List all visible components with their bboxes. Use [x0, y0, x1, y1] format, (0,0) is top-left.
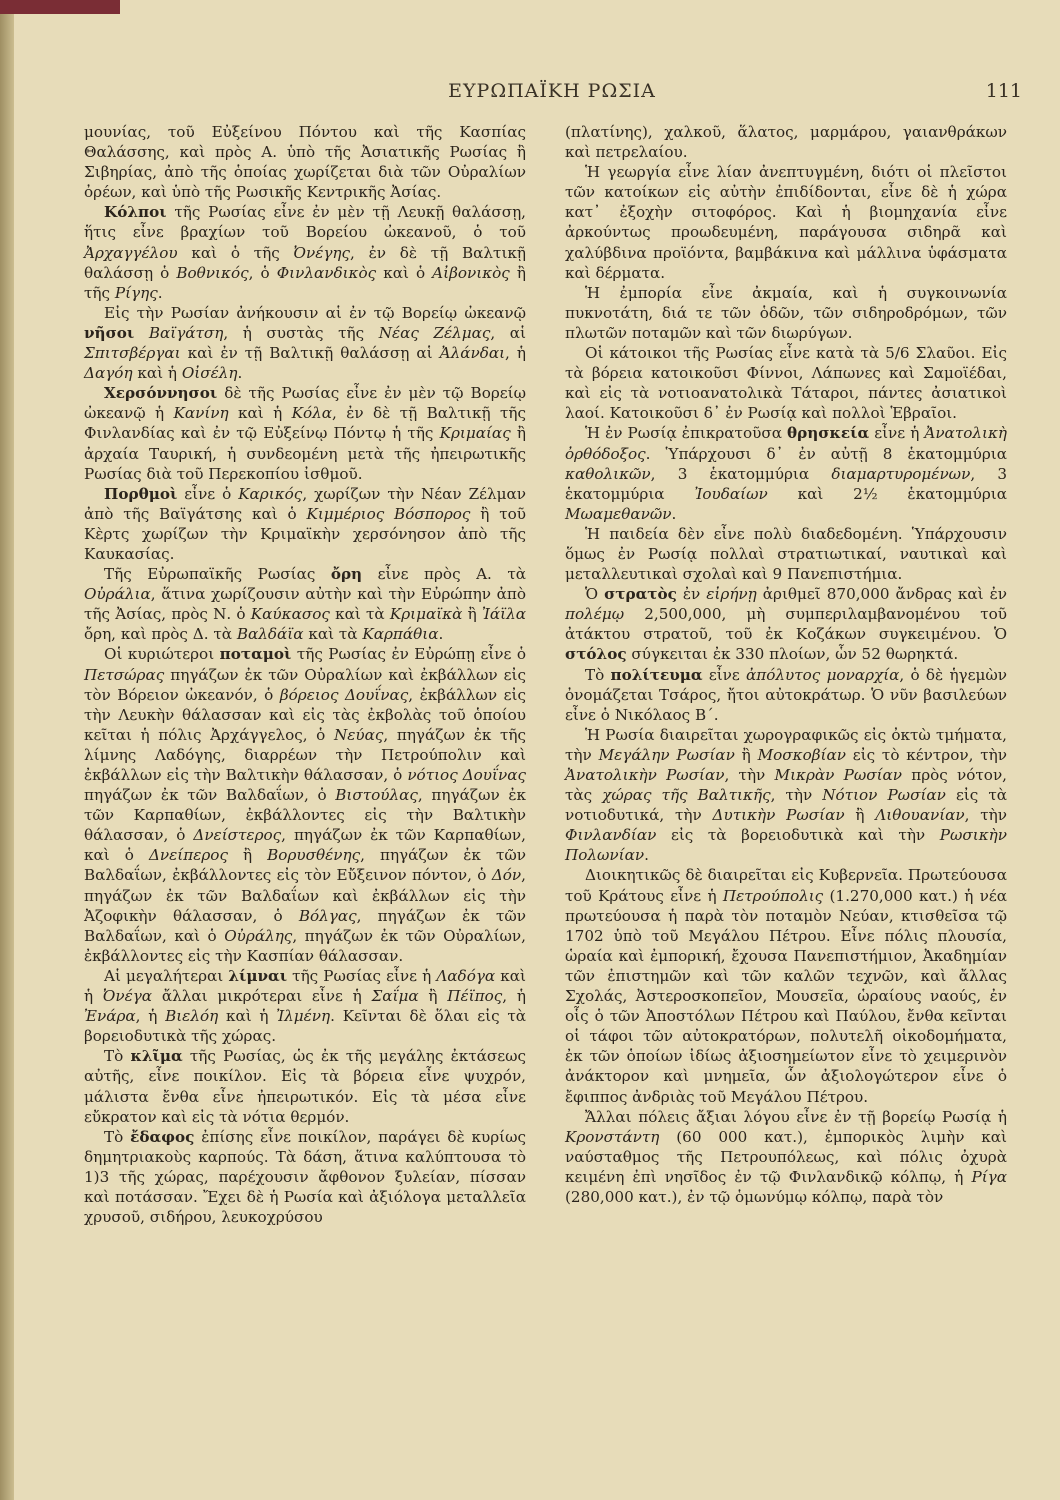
text-run: Εἰς τὴν Ρωσίαν ἀνήκουσιν αἱ ἐν τῷ Βορείῳ ὠκεανῷ — [104, 303, 526, 322]
text-run: , πηγάζων ἐκ τῶν Βαλδαΐων καὶ ἐκβάλλων εἰς τὴν Ἀζοφικὴν θάλασσαν, ὁ — [84, 866, 526, 925]
italic-name: Μικρὰν Ρωσίαν — [774, 766, 903, 784]
italic-name: Οἰσέλη — [181, 364, 238, 383]
text-run: Ἡ ἐμπορία εἶνε ἀκμαία, καὶ ἡ συγκοινωνία πυκνοτάτη, διά τε τῶν ὁδῶν, τῶν σιδηροδρόμων, τῶν πλωτῶν ποταμῶν καὶ τῶν διωρύγων. — [565, 283, 1007, 342]
paragraph — [565, 725, 1007, 866]
italic-name: Νότιον Ρωσίαν — [822, 786, 946, 805]
text-run: , ἡ — [502, 987, 526, 1006]
text-run — [134, 324, 149, 342]
text-run: πρὸς νότον, τὰς — [565, 766, 1008, 805]
text-run: τῆς Ρωσίας ἐν Εὐρώπῃ εἶνε ὁ — [291, 645, 526, 664]
italic-name: Καρικός — [238, 484, 303, 503]
italic-name: Μεγάλην Ρωσίαν — [598, 745, 735, 764]
page-number: 111 — [985, 80, 1022, 102]
text-run: ἢ — [227, 846, 268, 865]
bold-term: ὄρη — [330, 565, 363, 584]
italic-name: Αἰβονικὸς — [432, 263, 510, 282]
text-run: καὶ ὁ τῆς — [177, 243, 294, 262]
text-run: . — [644, 846, 649, 865]
italic-name: Πέϊπος — [447, 987, 503, 1006]
italic-name: Πετσώρας — [84, 665, 165, 684]
text-run: ἢ ἀρχαία Ταυρική, ἡ συνδεομένη μετὰ τῆς ἠπειρωτικῆς Ρωσίας διὰ τοῦ Περεκοπίου ἰσθμοῦ. — [84, 424, 526, 483]
text-run: ἢ — [844, 806, 876, 825]
italic-name: Κριμαϊκὰ — [389, 605, 463, 624]
right-column — [565, 122, 1007, 1207]
text-run: μουνίας, τοῦ Εὐξείνου Πόντου καὶ τῆς Κασπίας Θαλάσσης, καὶ πρὸς Α. ὑπὸ τῆς Ἀσιατικῆς Ρωσίας ἢ Σιβηρίας, ἀπὸ τῆς ὁποίας χωρίζεται διὰ τῶν Οὐραλίων ὀρέων, καὶ ὑπὸ τῆς Ρωσικῆς Κεντρικῆς Ἀσίας. — [84, 123, 526, 202]
text-run: , τὴν — [770, 786, 823, 805]
text-run: πηγάζων ἐκ τῶν Οὐραλίων καὶ ἐκβάλλων εἰς τὸν Βόρειον ὠκεανόν, ὁ — [84, 665, 526, 704]
paragraph — [565, 122, 1007, 162]
text-run: , ἅτινα χωρίζουσιν αὐτὴν καὶ τὴν Εὐρώπην ἀπὸ τῆς Ἀσίας, πρὸς Ν. ὁ — [84, 585, 526, 624]
paragraph — [84, 303, 526, 383]
text-run: εἰς τὰ νοτιοδυτικά, τὴν — [565, 786, 1007, 825]
italic-name: εἰρήνῃ — [706, 585, 757, 604]
text-run: , ὁ — [248, 263, 277, 282]
bold-term: Χερσόννησοι — [104, 384, 218, 403]
text-run: , αἱ — [490, 323, 526, 342]
text-run: Οἱ κυριώτεροι — [104, 645, 220, 664]
text-run: , πηγάζων ἐκ τῶν Βαλδαΐων, καὶ ὁ — [84, 906, 527, 945]
binding-strip — [0, 0, 120, 14]
italic-name: Οὐράλια — [84, 585, 151, 604]
text-run: δὲ τῆς Ρωσίας εἶνε ἐν μὲν τῷ Βορείῳ ὠκεανῷ ἡ — [84, 384, 526, 423]
italic-name: Σαΐμα — [371, 987, 419, 1006]
text-run: εἰς τὸ κέντρον, τὴν — [845, 745, 1007, 764]
paragraph — [565, 162, 1007, 283]
text-run: Ἡ γεωργία εἶνε λίαν ἀνεπτυγμένη, διότι οἱ πλεῖστοι τῶν κατοίκων εἰς αὐτὴν ἐπιδίδονται, εἶνε δὲ ἡ χώρα κατ᾽ ἐξοχὴν σιτοφόρος. Καὶ ἡ βιομηχανία εἶνε ἀρκούντως προωδευμένη, παράγουσα σιδηρᾶ καὶ χαλύβδινα προϊόντα, βαμβάκινα καὶ μάλλινα ὑφάσματα καὶ δέρματα. — [565, 163, 1007, 282]
text-run: , τὴν — [964, 806, 1007, 825]
italic-name: Κανίνη — [173, 404, 229, 423]
italic-name: Φινλανδίαν — [565, 826, 657, 845]
text-run: τῆς Ρωσίας, ὡς ἐκ τῆς μεγάλης ἐκτάσεως αὐτῆς, εἶνε ποικίλον. Εἰς τὰ βόρεια εἶνε ψυχρόν, μάλιστα ἔνθα εἶνε ἠπειρωτικόν. Εἰς τὰ μέσα εἶνε εὔκρατον καὶ εἰς τὰ νότια θερμόν. — [84, 1047, 526, 1126]
italic-name: Φινλανδικὸς — [276, 263, 377, 282]
paragraph — [84, 383, 526, 483]
text-run: ἢ τῆς — [84, 263, 526, 302]
italic-name: Πετρούπολις — [722, 886, 824, 905]
text-run: (280,000 κατ.), ἐν τῷ ὁμωνύμῳ κόλπῳ, παρὰ τὸν — [565, 1187, 944, 1206]
text-run: Αἱ μεγαλήτεραι — [104, 966, 229, 985]
text-run: Ἡ παιδεία δὲν εἶνε πολὺ διαδεδομένη. Ὑπάρχουσιν ὅμως ἐν Ρωσίᾳ πολλαὶ στρατιωτικαί, ναυτικαὶ καὶ μεταλλευτικαὶ σχολαὶ καὶ 9 Πανεπιστήμια. — [565, 524, 1007, 584]
italic-name: Ὀνέγα — [102, 987, 153, 1006]
italic-name: Μοσκοβίαν — [757, 745, 846, 764]
italic-name: Ἰάϊλα — [481, 605, 526, 624]
text-run: ἢ τοῦ Κὲρτς χωρίζων τὴν Κριμαϊκὴν χερσόνησον ἀπὸ τῆς Καυκασίας. — [84, 504, 526, 563]
italic-name: Δόν — [491, 866, 522, 885]
text-run: , πηγάζων ἐκ τῶν Καρπαθίων, ἐκβάλλοντες εἰς τὴν Βαλτικὴν θάλασσαν, ὁ — [84, 786, 526, 845]
text-run: καὶ ἐν τῇ Βαλτικῇ θαλάσσῃ αἱ — [180, 344, 440, 363]
bold-term: στόλος — [565, 645, 627, 664]
text-run: , πηγάζων ἐκ τῶν Καρπαθίων, καὶ ὁ — [84, 826, 526, 865]
text-run: σύγκειται ἐκ 330 πλοίων, ὧν 52 θωρηκτά. — [626, 645, 959, 664]
italic-name: Βαλδάϊα — [236, 625, 304, 644]
text-run: καὶ 2½ ἑκατομμύρια — [767, 484, 1007, 503]
italic-name: Ἰλμένη — [276, 1007, 331, 1026]
text-run: , ἐν δὲ τῇ Βαλτικῇ τῆς Φινλανδίας καὶ ἐν τῷ Εὐξείνῳ Πόντῳ ἡ τῆς — [84, 404, 526, 443]
text-run: καὶ ἡ — [218, 1007, 277, 1026]
text-run: τῆς Ρωσίας εἶνε ἐν μὲν τῇ Λευκῇ θαλάσσῃ, ἥτις εἶνε βραχίων τοῦ Βορείου ὠκεανοῦ, ὁ τοῦ — [84, 203, 526, 242]
text-run: ἐπίσης εἶνε ποικίλον, παράγει δὲ κυρίως δημητριακοὺς καρπούς. Τὰ δάση, ἅτινα καλύπτουσα τὸ 1)3 τῆς χώρας, παρέχουσιν ἄφθονον ξυλείαν, πίσσαν καὶ ποτάσσαν. Ἔχει δὲ ἡ Ρωσία καὶ ἀξιόλογα μεταλλεῖα χρυσοῦ, σιδήρου, λευκοχρύσου — [84, 1127, 527, 1227]
text-run: , ἡ συστὰς τῆς — [223, 323, 379, 342]
text-run: Ἄλλαι πόλεις ἄξιαι λόγου εἶνε ἐν τῇ βορείῳ Ρωσίᾳ ἡ — [585, 1107, 1007, 1126]
paragraph — [84, 122, 526, 202]
text-run: εἶνε ἡ — [869, 424, 925, 443]
text-run: ἢ — [418, 987, 448, 1006]
text-run: εἰς τὰ βορειοδυτικὰ καὶ τὴν — [656, 826, 940, 845]
text-run: . Κεῖνται δὲ ὅλαι εἰς τὰ βορειοδυτικὰ τῆς χώρας. — [84, 1007, 526, 1046]
italic-name: Βοθνικός — [176, 263, 249, 282]
bold-term: νῆσοι — [84, 323, 135, 342]
text-run: , ὁ δὲ ἡγεμὼν ὀνομάζεται Τσάρος, ἤτοι αὐτοκράτωρ. Ὁ νῦν βασιλεύων εἶνε ὁ Νικόλαος Β΄. — [565, 665, 1007, 724]
italic-name: βόρειος Δουΐνας — [279, 685, 409, 704]
text-run: καὶ ἡ — [228, 404, 292, 423]
italic-name: καθολικῶν — [565, 464, 651, 483]
text-run: ἄλλαι μικρότεραι εἶνε ἡ — [152, 987, 372, 1006]
paragraph — [84, 966, 526, 1046]
text-run: , πηγάζων ἐκ τῶν Οὐραλίων, ἐκβάλλοντες εἰς τὴν Κασπίαν θάλασσαν. — [84, 926, 526, 965]
paragraph — [84, 202, 526, 302]
italic-name: Μωαμεθανῶν — [565, 504, 672, 523]
text-run: Οἱ κάτοικοι τῆς Ρωσίας εἶνε κατὰ τὰ 5/6 Σλαῦοι. Εἰς τὰ βόρεια κατοικοῦσι Φίννοι, Λάπωνες καὶ Σαμοϊέδαι, καὶ εἰς τὰ νοτιοανατολικὰ Τάταροι, πάντες ἀσιατικοὶ λαοί. Κατοικοῦσι δ᾽ ἐν Ρωσίᾳ καὶ πολλοὶ Ἑβραῖοι. — [565, 344, 1007, 423]
italic-name: Ρίγης — [114, 283, 158, 302]
text-run: Τὸ — [104, 1047, 131, 1066]
text-run: 2,500,000, μὴ συμπεριλαμβανομένου τοῦ ἀτάκτου στρατοῦ, τοῦ ἐκ Κοζάκων συγκειμένου. Ὁ — [565, 605, 1007, 644]
paragraph — [565, 343, 1007, 423]
text-run: καὶ ἡ — [132, 364, 182, 383]
italic-name: Λαδόγα — [436, 966, 496, 985]
italic-name: Ἀλάνδαι — [439, 344, 506, 363]
text-run: ἢ — [462, 605, 482, 624]
text-run: πηγάζων ἐκ τῶν Βαλδαΐων, ὁ — [84, 786, 336, 805]
italic-name: διαμαρτυρομένων — [831, 464, 971, 483]
italic-name: Δνείστερος — [193, 826, 282, 845]
italic-name: Ρωσικὴν Πολωνίαν — [565, 826, 1007, 865]
italic-name: Καρπάθια — [362, 625, 439, 644]
text-run: ἀριθμεῖ 870,000 ἄνδρας καὶ ἐν — [756, 585, 1007, 604]
text-run: καὶ τὰ — [329, 605, 390, 624]
text-run: , πηγάζων ἐκ τῆς λίμνης Λαδόγης, διαρρέων τὴν Πετρούπολιν καὶ ἐκβάλλων εἰς τὴν Βαλτικὴν θάλασσαν, ὁ — [84, 725, 526, 784]
italic-name: πολέμῳ — [565, 605, 625, 624]
text-run: Ἡ Ρωσία διαιρεῖται χωρογραφικῶς εἰς ὀκτὼ τμήματα, τὴν — [565, 725, 1007, 764]
text-run: εἶνε ὁ — [177, 484, 239, 503]
italic-name: ἀπόλυτος μοναρχία — [746, 665, 900, 684]
text-run: καὶ ὁ — [376, 263, 433, 282]
text-run: , χωρίζων τὴν Νέαν Ζέλμαν ἀπὸ τῆς Βαϊγάτσης καὶ ὁ — [84, 484, 526, 523]
italic-name: Δαγόη — [84, 364, 133, 383]
paragraph — [565, 423, 1007, 523]
italic-name: Ἰουδαίων — [694, 484, 768, 503]
running-title: ΕΥΡΩΠΑΪΚΗ ΡΩΣΙΑ — [448, 80, 656, 102]
text-run: εἶνε — [702, 665, 747, 684]
paragraph — [565, 283, 1007, 343]
italic-name: Βόλγας — [298, 906, 357, 925]
paragraph — [565, 865, 1007, 1106]
paragraph — [84, 1127, 526, 1227]
paragraph — [565, 1107, 1007, 1207]
text-run: . Ὑπάρχουσι δ᾽ ἐν αὐτῇ 8 ἑκατομμύρια — [645, 444, 1007, 463]
text-run: . — [237, 364, 243, 383]
text-run: (1.270,000 κατ.) ἡ νέα πρωτεύουσα ἡ παρὰ τὸν ποταμὸν Νεύαν, κτισθεῖσα τῷ 1702 ὑπὸ τοῦ Μεγάλου Πέτρου. Εἶνε πόλις πλουσία, ὡραία καὶ ἐμπορική, ἔχουσα Πανεπιστήμιον, Ἀκαδημίαν τῶν ἐπιστημῶν καὶ τῶν καλῶν τεχνῶν, καὶ ἄλλας Σχολάς, Ἀστεροσκοπεῖον, Μουσεῖα, ὡραίους ναούς, ἐν οἷς ὁ τῶν Ἀποστόλων Πέτρου καὶ Παύλου, ἔνθα κεῖνται οἱ τάφοι τῶν αὐτοκρατόρων, πολυτελῆ οἰκοδομήματα, ἐκ τῶν ὁποίων ἰδίως ἀξιοσημείωτον εἶνε τὸ χειμερινὸν ἀνάκτορον καὶ μνημεῖα, ὧν ἀξιολογώτερον εἶνε ὁ ἔφιππος ἀνδριὰς τοῦ Μεγάλου Πέτρου. — [565, 886, 1007, 1106]
paragraph — [84, 644, 526, 966]
italic-name: Ἀνατολικὴ ὀρθόδοξος — [565, 424, 1008, 463]
paragraph — [84, 1046, 526, 1126]
text-run: εἶνε πρὸς Α. τὰ — [362, 565, 527, 584]
bold-term: πολίτευμα — [610, 665, 703, 684]
italic-name: Βιστούλας — [335, 786, 418, 805]
bold-term: Κόλποι — [104, 203, 167, 222]
italic-name: Ἀρχαγγέλου — [84, 243, 178, 262]
italic-name: Δνείπερος — [148, 846, 228, 865]
italic-name: Ἐνάρα — [84, 1007, 136, 1026]
text-run: τῆς Ρωσίας εἶνε ἡ — [287, 966, 437, 985]
paragraph — [565, 584, 1007, 664]
italic-name: Κρονστάντη — [565, 1127, 660, 1146]
italic-name: Βιελόη — [165, 1007, 219, 1026]
italic-name: Ὀνέγης — [293, 243, 351, 262]
text-run: καὶ ἡ — [84, 966, 526, 1006]
bold-term: θρησκεία — [787, 424, 870, 443]
text-run: Τὸ — [585, 665, 611, 684]
text-run: (πλατίνης), χαλκοῦ, ἅλατος, μαρμάρου, γαιανθράκων καὶ πετρελαίου. — [565, 123, 1007, 162]
paragraph — [565, 665, 1007, 725]
bold-term: στρατὸς — [604, 585, 677, 604]
italic-name: Δυτικὴν Ρωσίαν — [712, 806, 845, 825]
page-edge-shadow — [0, 0, 14, 1500]
text-run: , 3 ἑκατομμύρια — [650, 464, 832, 483]
text-run: . — [671, 504, 677, 523]
bold-term: Πορθμοὶ — [104, 484, 178, 503]
italic-name: Λιθουανίαν — [875, 806, 965, 825]
italic-name: νότιος Δουΐνας — [407, 766, 526, 784]
page-header — [82, 80, 1022, 110]
paragraph — [84, 484, 526, 564]
italic-name: Κριμαίας — [439, 424, 511, 443]
text-run: , τὴν — [724, 766, 775, 784]
text-run: ἢ — [734, 745, 758, 764]
text-run: ὄρη, καὶ πρὸς Δ. τὰ — [84, 625, 237, 644]
text-run: Ἡ ἐν Ρωσίᾳ ἐπικρατοῦσα — [585, 424, 788, 443]
paragraph — [84, 564, 526, 644]
bold-term: ἔδαφος — [130, 1127, 195, 1146]
italic-name: Κόλα — [291, 404, 333, 423]
text-run: Τὸ — [104, 1127, 131, 1146]
italic-name: Νέας Ζέλμας — [378, 323, 491, 342]
bold-term: κλῖμα — [130, 1047, 183, 1066]
italic-name: Νεύας — [333, 725, 384, 744]
text-run: (60 000 κατ.), ἐμπορικὸς λιμὴν καὶ ναύσταθμος τῆς Πετρουπόλεως, καὶ πόλις ὀχυρὰ κειμένη ἐπὶ νησῖδος ἐν τῷ Φινλανδικῷ κόλπῳ, ἡ — [565, 1127, 1007, 1186]
italic-name: Καύκασος — [250, 605, 330, 624]
text-run: , ἐν δὲ τῇ Βαλτικῇ θαλάσσῃ ὁ — [84, 243, 527, 282]
italic-name: Βορυσθένης — [267, 846, 361, 865]
text-run: Τῆς Εὐρωπαϊκῆς Ρωσίας — [104, 565, 331, 584]
italic-name: Οὐράλης — [224, 926, 293, 945]
text-run: καὶ τὰ — [303, 625, 363, 644]
text-run: , πηγάζων ἐκ τῶν Βαλδαΐων, ἐκβάλλοντες εἰς τὸν Εὔξεινον πόντον, ὁ — [84, 846, 526, 885]
text-run: Διοικητικῶς δὲ διαιρεῖται εἰς Κυβερνεῖα. Πρωτεύουσα τοῦ Κράτους εἶνε ἡ — [565, 866, 1007, 905]
text-run: , ἡ — [505, 344, 526, 363]
text-run: . — [438, 625, 444, 644]
paragraph — [565, 524, 1007, 584]
text-run: , 3 ἑκατομμύρια — [565, 464, 1007, 503]
italic-name: Βαϊγάτση — [148, 323, 224, 342]
text-run: ἐν — [676, 585, 707, 604]
bold-term: ποταμοὶ — [219, 645, 292, 664]
text-run: , ἡ — [135, 1007, 166, 1026]
bold-term: λίμναι — [228, 966, 288, 985]
text-run: , ἐκβάλλων εἰς τὴν Λευκὴν θάλασσαν καὶ εἰς τὰς ἐκβολὰς τοῦ ὁποίου κεῖται ἡ πόλις Ἀρχάγγελος, ὁ — [84, 685, 526, 744]
italic-name: Ρίγα — [971, 1167, 1007, 1186]
left-column — [84, 122, 526, 1227]
italic-name: χώρας τῆς Βαλτικῆς — [602, 786, 771, 805]
italic-name: Ἀνατολικὴν Ρωσίαν — [565, 766, 725, 784]
italic-name: Κιμμέριος Βόσπορος — [306, 504, 471, 523]
text-run: Ὁ — [585, 585, 605, 604]
text-run: . — [157, 283, 163, 302]
italic-name: Σπιτσβέργαι — [84, 344, 181, 363]
